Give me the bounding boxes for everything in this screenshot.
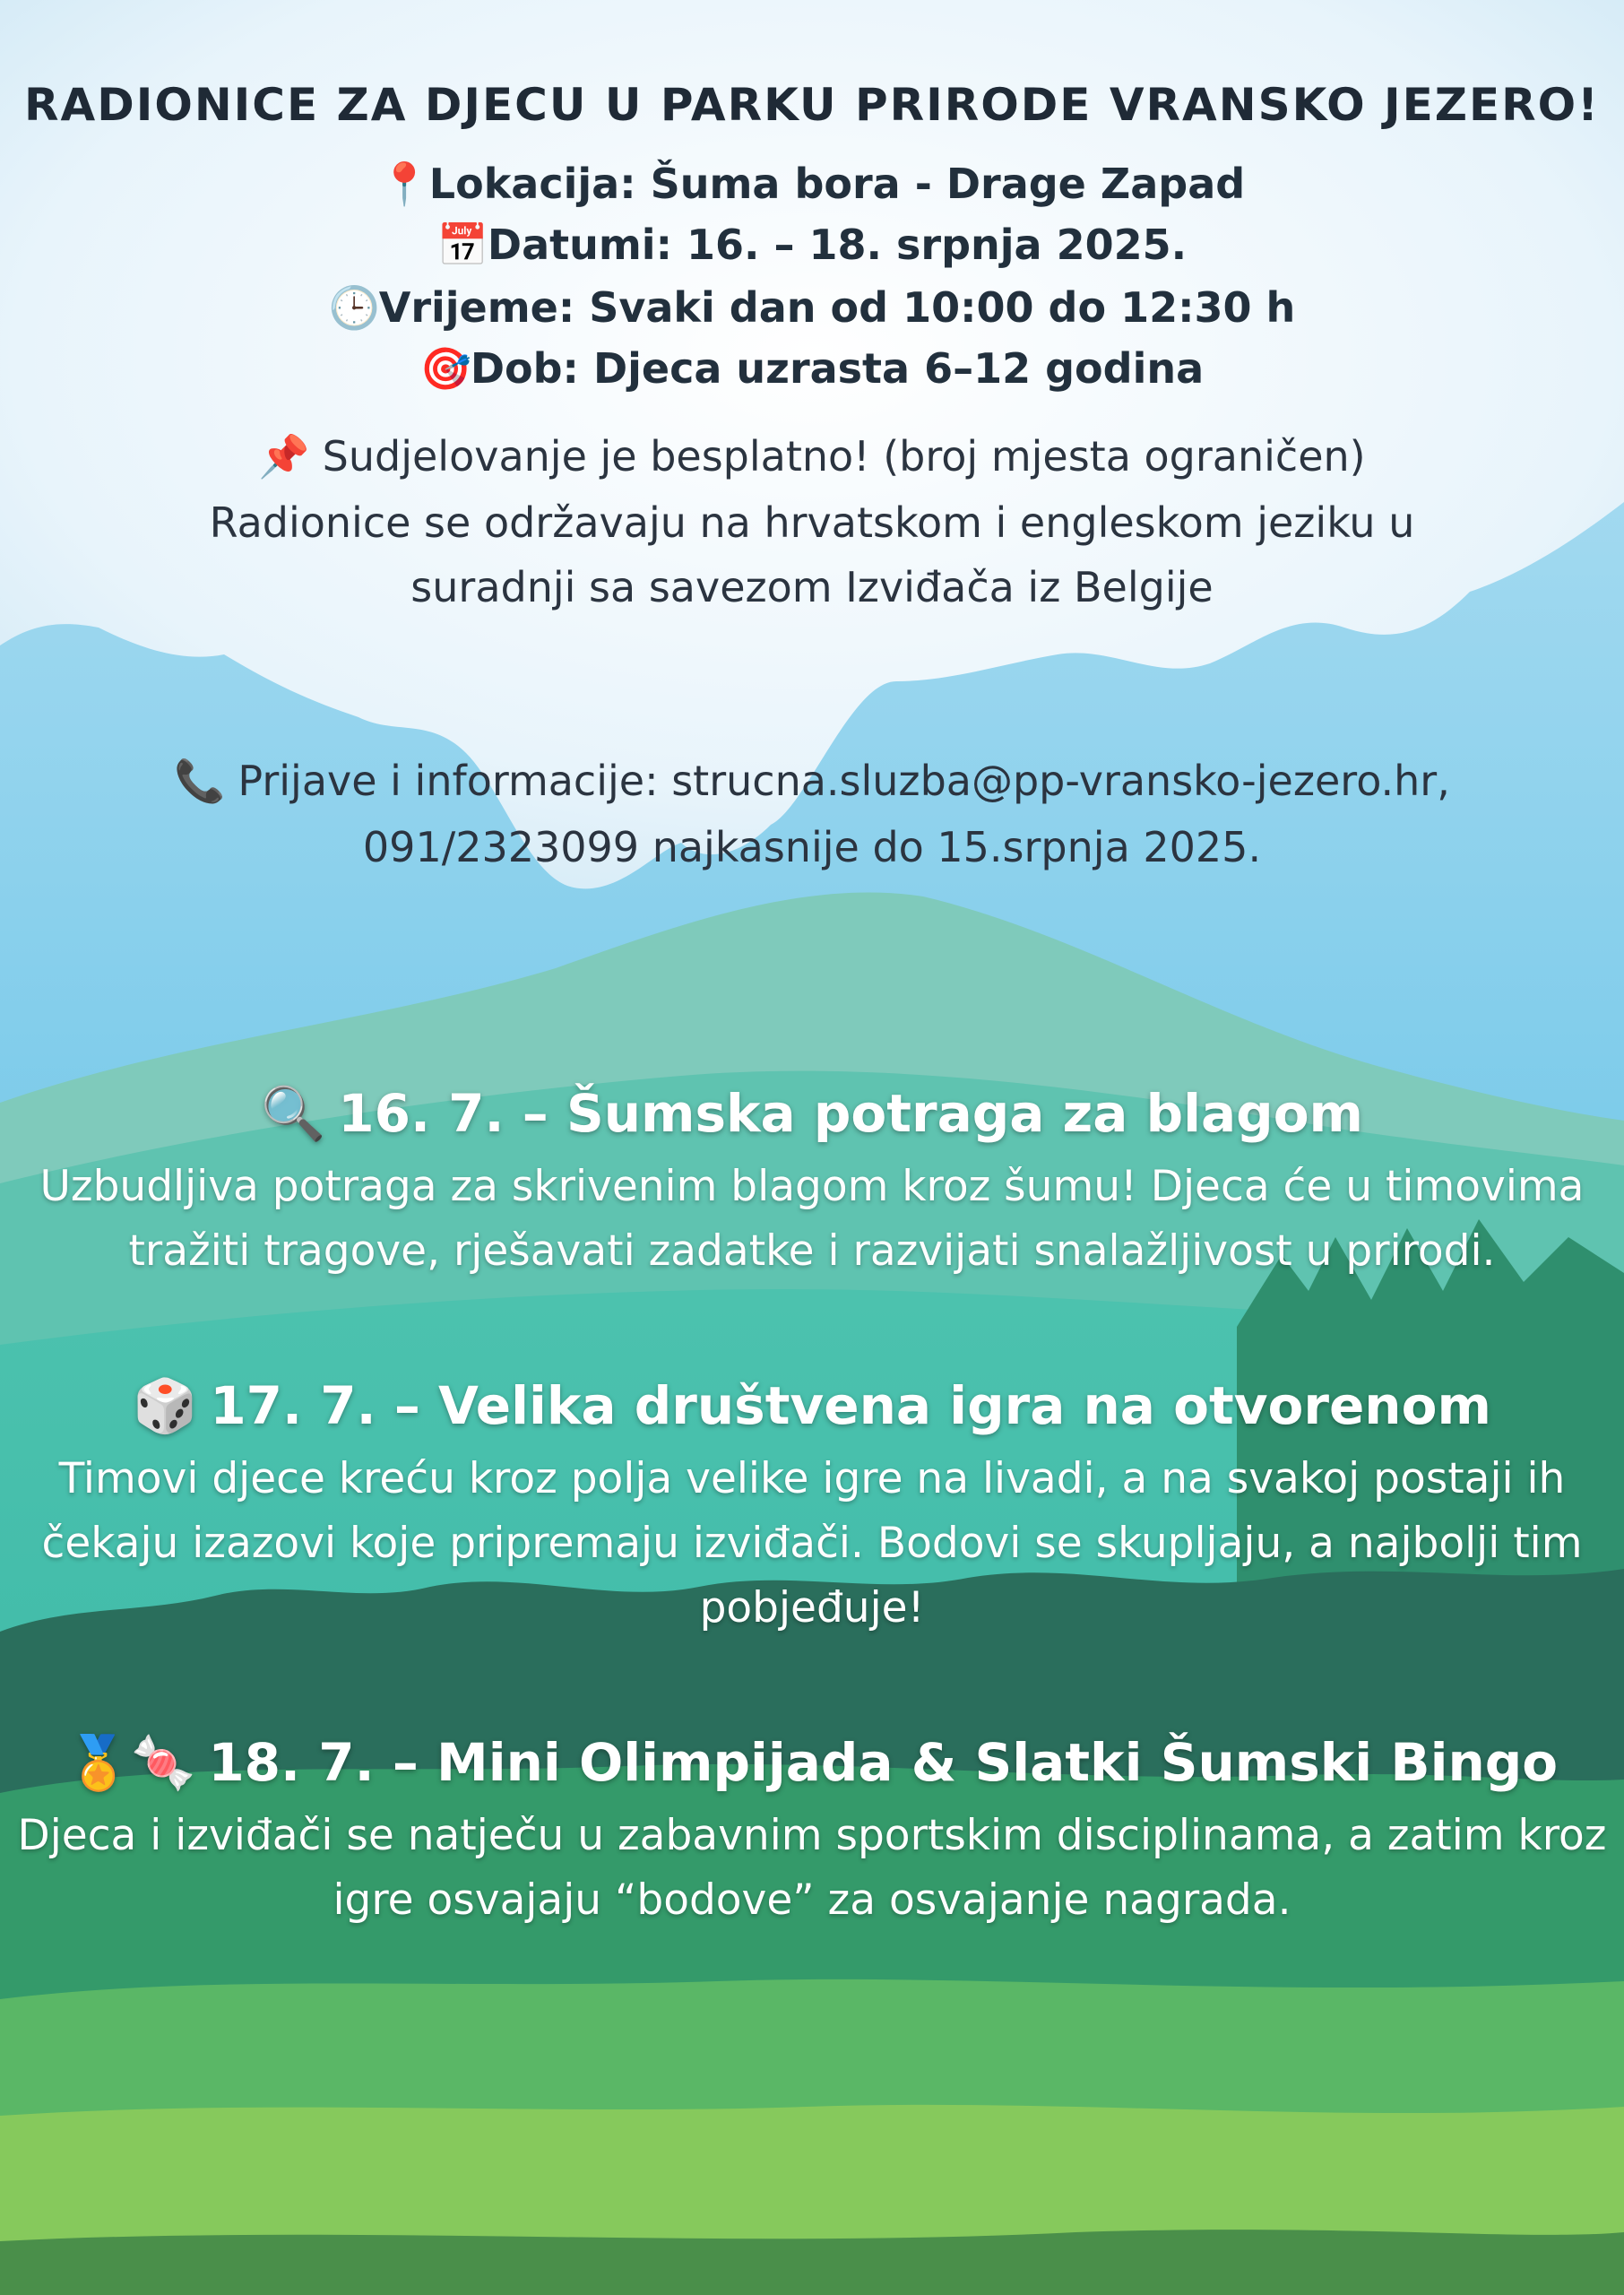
foreground-shadow [0,2230,1624,2295]
day2-title [0,1375,1624,1437]
contact-line-2: 091/2323099 najkasnije do 15.srpnja 2025. [362,823,1262,871]
day2-desc-1: Timovi djece kreću kroz polja velike igre na livadi, a na svakoj postaji ih [58,1454,1566,1503]
time-line [0,283,1624,333]
day1-title-text: 16. 7. – Šumska potraga za blagom [338,1083,1363,1144]
day3-desc-2: igre osvajaju “bodove” za osvajanje nagrada. [333,1875,1291,1925]
day3-desc-1: Djeca i izviđači se natječu u zabavnim sportskim disciplinama, a zatim kroz [17,1811,1607,1860]
day3-title [0,1732,1624,1794]
age-text: Dob: Djeca uzrasta 6–12 godina [470,344,1205,393]
pin-icon: 📍 [378,160,431,208]
day1-desc-1: Uzbudljiva potraga za skrivenim blagom kroz šumu! Djeca će u timovima [39,1162,1585,1211]
note-text-1: Sudjelovanje je besplatno! (broj mjesta ograničen) [322,432,1366,481]
clock-icon: 🕒 [328,283,380,332]
poster-title: RADIONICE ZA DJECU U PARKU PRIRODE VRANSKO JEZERO! [24,79,1600,131]
phone-icon: 📞 [174,757,226,805]
target-icon: 🎯 [419,344,472,393]
medal-candy-icon: 🏅🍬 [65,1732,196,1793]
contact-line-1 [0,757,1624,806]
calendar-icon: 📅 [436,221,489,269]
day1-title [0,1083,1624,1145]
day3-title-text: 18. 7. – Mini Olimpijada & Slatki Šumski Bingo [208,1732,1559,1793]
pushpin-icon: 📌 [258,432,310,481]
location-line [0,160,1624,209]
note-line-3: suradnji sa savezom Izviđača iz Belgije [410,563,1214,611]
dates-text: Datumi: 16. – 18. srpnja 2025. [487,221,1188,269]
location-text: Lokacija: Šuma bora - Drage Zapad [428,160,1246,208]
dice-icon: 🎲 [133,1375,198,1436]
day2-desc-3: pobjeđuje! [699,1583,925,1632]
age-line [0,344,1624,394]
note-line-1 [0,432,1624,481]
day2-title-text: 17. 7. – Velika društvena igra na otvorenom [210,1375,1491,1436]
day2-desc-2: čekaju izazovi koje pripremaju izviđači. Bodovi se skupljaju, a najbolji tim [41,1519,1583,1568]
contact-text-1[interactable]: Prijave i informacije: strucna.sluzba@pp-vransko-jezero.hr, [238,757,1450,805]
day1-desc-2: tražiti tragove, rješavati zadatke i razvijati snalažljivost u prirodi. [128,1226,1496,1276]
magnifier-icon: 🔍 [261,1083,326,1144]
note-line-2: Radionice se održavaju na hrvatskom i engleskom jeziku u [209,498,1415,547]
time-text: Vrijeme: Svaki dan od 10:00 do 12:30 h [378,283,1296,332]
dates-line [0,221,1624,270]
